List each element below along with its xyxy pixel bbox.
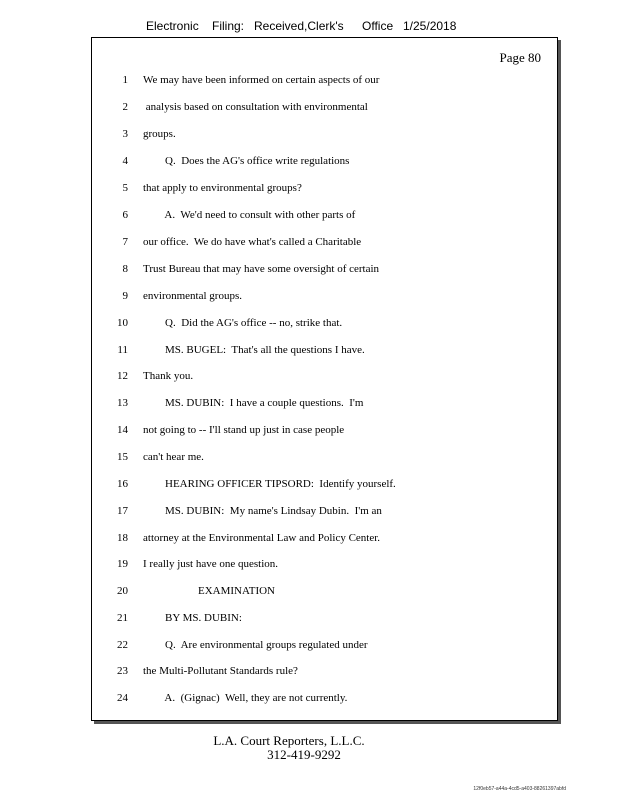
court-reporter-phone: 312-419-9292 bbox=[267, 747, 341, 762]
line-text: our office. We do have what's called a Charitable bbox=[143, 236, 362, 248]
line-text: the Multi-Pollutant Standards rule? bbox=[143, 665, 298, 677]
transcript-line bbox=[92, 393, 557, 413]
line-number: 13 bbox=[117, 397, 128, 409]
transcript-line bbox=[92, 581, 557, 601]
line-text: MS. DUBIN: I have a couple questions. I'm bbox=[143, 397, 364, 409]
line-number: 17 bbox=[117, 505, 128, 517]
court-reporter-name: L.A. Court Reporters, L.L.C. bbox=[213, 733, 365, 748]
filing-header-office: Office bbox=[362, 19, 394, 33]
line-number: 23 bbox=[117, 665, 128, 677]
line-number: 2 bbox=[122, 101, 128, 113]
line-text: Q. Did the AG's office -- no, strike that. bbox=[143, 317, 343, 329]
line-number: 9 bbox=[122, 290, 128, 302]
line-text: groups. bbox=[143, 128, 176, 140]
line-text: Q. Are environmental groups regulated under bbox=[143, 639, 368, 651]
line-number: 8 bbox=[122, 263, 128, 275]
transcript-line bbox=[92, 205, 557, 225]
transcript-line bbox=[92, 528, 557, 548]
transcript-line bbox=[92, 661, 557, 681]
transcript-line bbox=[92, 124, 557, 144]
line-text: Trust Bureau that may have some oversight of certain bbox=[143, 263, 380, 275]
line-text: attorney at the Environmental Law and Policy Center. bbox=[143, 532, 381, 544]
filing-header bbox=[0, 19, 618, 35]
line-text: MS. BUGEL: That's all the questions I have. bbox=[143, 344, 365, 356]
line-number: 3 bbox=[122, 128, 128, 140]
line-text: not going to -- I'll stand up just in case people bbox=[143, 424, 345, 436]
line-text: that apply to environmental groups? bbox=[143, 182, 302, 194]
transcript-line bbox=[92, 554, 557, 574]
transcript-line bbox=[92, 420, 557, 440]
line-text: I really just have one question. bbox=[143, 558, 279, 570]
transcript-line bbox=[92, 447, 557, 467]
line-number: 14 bbox=[117, 424, 128, 436]
line-text: MS. DUBIN: My name's Lindsay Dubin. I'm an bbox=[143, 505, 382, 517]
line-text: BY MS. DUBIN: bbox=[143, 612, 242, 624]
transcript-line bbox=[92, 501, 557, 521]
transcript-line bbox=[92, 232, 557, 252]
line-number: 5 bbox=[122, 182, 128, 194]
filing-header-received: Received,Clerk's bbox=[254, 19, 344, 33]
transcript-line bbox=[92, 97, 557, 117]
line-text: A. (Gignac) Well, they are not currently. bbox=[143, 692, 348, 704]
line-text: Thank you. bbox=[143, 370, 194, 382]
transcript-line bbox=[92, 259, 557, 279]
document-id: 12f0eb57-a44a-4cd5-a403-88261397abfd bbox=[473, 786, 566, 792]
line-number: 19 bbox=[117, 558, 128, 570]
line-text: HEARING OFFICER TIPSORD: Identify yourself. bbox=[143, 478, 396, 490]
transcript-line bbox=[92, 313, 557, 333]
transcript-line bbox=[92, 366, 557, 386]
line-number: 12 bbox=[117, 370, 128, 382]
line-text: We may have been informed on certain aspects of our bbox=[143, 74, 380, 86]
transcript-line bbox=[92, 151, 557, 171]
line-number: 21 bbox=[117, 612, 128, 624]
line-text: can't hear me. bbox=[143, 451, 204, 463]
line-number: 4 bbox=[122, 155, 128, 167]
line-number: 18 bbox=[117, 532, 128, 544]
line-text: A. We'd need to consult with other parts of bbox=[143, 209, 356, 221]
transcript-line bbox=[92, 688, 557, 708]
line-text: environmental groups. bbox=[143, 290, 242, 302]
transcript-line bbox=[92, 178, 557, 198]
line-text: Q. Does the AG's office write regulations bbox=[143, 155, 350, 167]
transcript-line bbox=[92, 608, 557, 628]
line-number: 7 bbox=[122, 236, 128, 248]
transcript-line bbox=[92, 635, 557, 655]
line-text: analysis based on consultation with environmental bbox=[143, 101, 368, 113]
line-number: 22 bbox=[117, 639, 128, 651]
line-number: 10 bbox=[117, 317, 128, 329]
page-number: Page 80 bbox=[499, 50, 541, 65]
line-number: 24 bbox=[117, 692, 128, 704]
transcript-page bbox=[91, 37, 558, 721]
line-number: 16 bbox=[117, 478, 128, 490]
transcript-line bbox=[92, 340, 557, 360]
line-text: EXAMINATION bbox=[143, 585, 275, 597]
line-number: 20 bbox=[117, 585, 128, 597]
filing-header-filing: Filing: bbox=[212, 19, 245, 33]
filing-header-date: 1/25/2018 bbox=[403, 19, 457, 33]
line-number: 11 bbox=[117, 344, 128, 356]
filing-header-electronic: Electronic bbox=[146, 19, 199, 33]
line-number: 6 bbox=[122, 209, 128, 221]
transcript-line bbox=[92, 70, 557, 90]
line-number: 1 bbox=[122, 74, 128, 86]
line-number: 15 bbox=[117, 451, 128, 463]
transcript-line bbox=[92, 286, 557, 306]
transcript-line bbox=[92, 474, 557, 494]
